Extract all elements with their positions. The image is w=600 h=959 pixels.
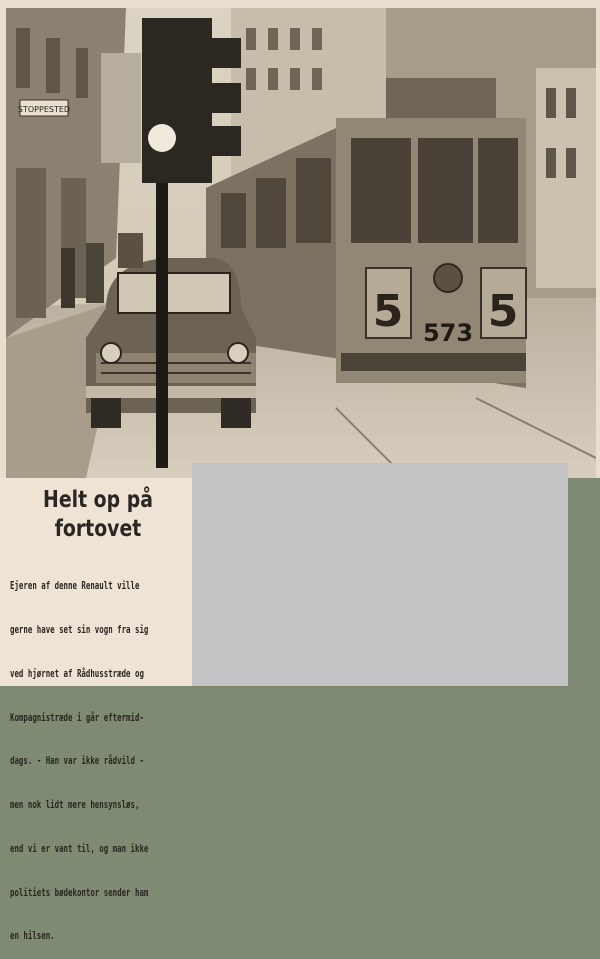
article-headline — [24, 486, 172, 544]
body-line: Kompagnistræde i går eftermid- — [10, 711, 144, 724]
body-line: gerne have set sin vogn fra sig — [10, 623, 149, 636]
newspaper-photo — [6, 8, 596, 478]
redacted-area — [192, 463, 568, 686]
stoppested-sign: STOPPESTED — [17, 105, 71, 114]
body-line: politiets bødekontor sender ham — [10, 886, 149, 899]
body-line: Ejeren af denne Renault ville — [10, 580, 140, 593]
article-body — [10, 550, 149, 959]
body-line: end vi er vant til, og man ikke — [10, 842, 149, 855]
body-line: ved hjørnet af Rådhusstræde og — [10, 667, 144, 680]
tram-route-right: 5 — [487, 286, 519, 337]
photo-clipping — [0, 0, 600, 478]
headline-line: fortovet — [54, 516, 142, 542]
body-line: men nok lidt mere hensynsløs, — [10, 799, 140, 812]
tram-route-left: 5 — [372, 286, 404, 337]
tram-number: 573 — [422, 319, 474, 347]
body-line: en hilsen. — [10, 930, 55, 943]
headline-line: Helt op på — [43, 487, 153, 513]
body-line: dags. - Han var ikke rådvild - — [10, 755, 144, 768]
